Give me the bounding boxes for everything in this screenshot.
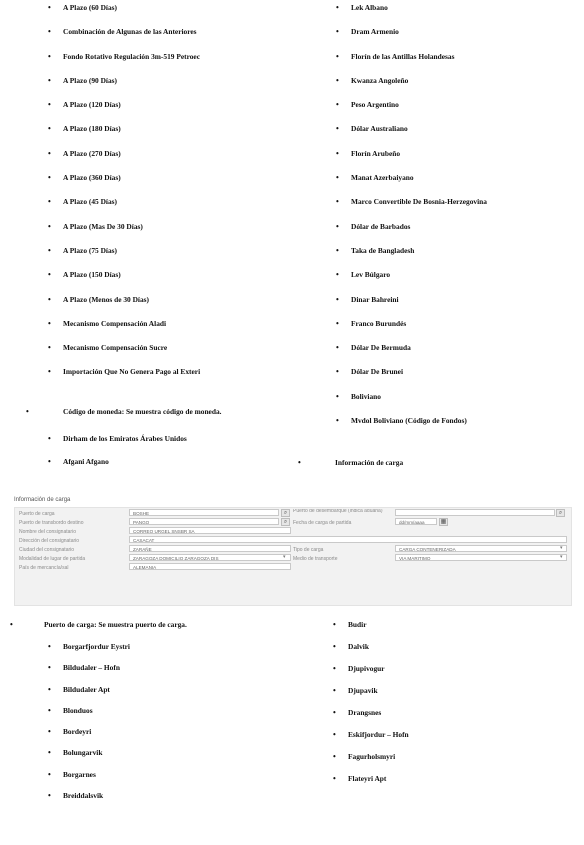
list-item bbox=[336, 221, 487, 246]
list-item-text: Lek Albano bbox=[351, 3, 388, 12]
bullet-glyph: • bbox=[333, 642, 336, 651]
list-item-text: Franco Burundés bbox=[351, 318, 407, 328]
port-of-loading-label: Puerto de carga bbox=[19, 511, 55, 517]
list-item-text: Dinar Bahreini bbox=[351, 294, 399, 304]
list-item-text: Fagurholsmyri bbox=[348, 752, 396, 761]
port-heading: • Puerto de carga: Se muestra puerto de carga. bbox=[10, 620, 187, 629]
consignee-name-input[interactable]: CORREO URGEL SNSBR SA bbox=[129, 527, 291, 534]
currency-sub-list bbox=[48, 434, 187, 481]
list-item bbox=[336, 343, 487, 367]
list-item bbox=[333, 752, 409, 774]
list-item bbox=[336, 75, 487, 100]
list-item bbox=[333, 708, 409, 730]
list-item-text: Mecanismo Compensación Aladi bbox=[63, 318, 167, 328]
list-item bbox=[48, 318, 200, 343]
bullet-glyph: • bbox=[333, 686, 336, 695]
currency-list bbox=[336, 3, 487, 440]
bullet-glyph: • bbox=[48, 367, 51, 377]
consignee-name-label: Nombre del consignatario bbox=[19, 529, 76, 535]
list-item-text: Taka de Bangladesh bbox=[351, 245, 415, 255]
form-panel bbox=[14, 507, 572, 606]
bullet-glyph: • bbox=[48, 124, 51, 134]
port-list-left bbox=[48, 642, 130, 812]
goods-country-label: País de mercancía/sal bbox=[19, 565, 69, 571]
list-item bbox=[333, 642, 409, 664]
bullet-glyph: • bbox=[48, 245, 51, 255]
bullet-glyph: • bbox=[336, 100, 339, 110]
list-item bbox=[48, 245, 200, 270]
departure-place-select[interactable]: ZARAGOZA DOMICILIO ZARAGOZA DIS bbox=[129, 554, 291, 561]
bullet-glyph: • bbox=[336, 221, 339, 231]
list-item bbox=[48, 748, 130, 769]
port-list-right bbox=[333, 620, 409, 796]
list-item bbox=[48, 294, 200, 319]
list-item-text: Bildudaler Apt bbox=[63, 684, 110, 694]
list-item-text: A Plazo (270 Días) bbox=[63, 148, 121, 158]
list-item-text: Flateyri Apt bbox=[348, 774, 387, 783]
list-item-text: A Plazo (180 Días) bbox=[63, 124, 121, 134]
bullet-glyph: • bbox=[48, 769, 51, 779]
bullet-glyph: • bbox=[48, 343, 51, 353]
list-item bbox=[336, 245, 487, 270]
bullet-glyph: • bbox=[336, 270, 339, 280]
list-item-text: Dalvik bbox=[348, 642, 369, 651]
bullet-glyph: • bbox=[48, 294, 51, 304]
bullet-glyph: • bbox=[336, 173, 339, 183]
list-item-text: Dólar Australiano bbox=[351, 124, 408, 134]
bullet-glyph: • bbox=[48, 270, 51, 280]
bullet-glyph: • bbox=[336, 124, 339, 134]
list-item bbox=[336, 3, 487, 27]
bullet-glyph: • bbox=[333, 708, 336, 717]
list-item bbox=[48, 124, 200, 148]
transshipment-port-label: Puerto de transbordo destino bbox=[19, 520, 84, 526]
list-item bbox=[48, 148, 200, 173]
bullet-glyph: • bbox=[336, 391, 339, 401]
bullet-glyph: • bbox=[48, 75, 51, 85]
list-item-text: Breiddalsvik bbox=[63, 791, 104, 801]
consignee-address-input[interactable]: CASACAT bbox=[129, 536, 567, 543]
list-item-text: Dram Armenio bbox=[351, 27, 399, 37]
list-item bbox=[48, 173, 200, 197]
cargo-info-heading: • Información de carga bbox=[298, 458, 404, 467]
list-item bbox=[48, 197, 200, 221]
list-item-text: A Plazo (360 Días) bbox=[63, 173, 121, 183]
bullet-glyph: • bbox=[48, 434, 51, 443]
list-item bbox=[48, 457, 187, 480]
bullet-glyph: • bbox=[48, 148, 51, 158]
list-item bbox=[333, 664, 409, 686]
bullet-glyph: • bbox=[48, 457, 51, 467]
bullet-glyph: • bbox=[333, 664, 336, 673]
currency-heading: • Código de moneda: Se muestra código de moneda. bbox=[26, 407, 222, 416]
list-item-text: Borgarfjordur Eystri bbox=[63, 642, 130, 651]
bullet-glyph: • bbox=[336, 148, 339, 158]
list-item bbox=[336, 197, 487, 221]
transshipment-port-input[interactable]: PANGO bbox=[129, 518, 279, 525]
list-item-text: Bordeyri bbox=[63, 727, 92, 737]
list-item bbox=[336, 416, 487, 440]
list-item-text: Combinación de Algunas de las Anteriores bbox=[63, 27, 197, 37]
list-item bbox=[333, 774, 409, 796]
port-of-loading-input[interactable]: BOSHE bbox=[129, 509, 279, 516]
list-item-text: A Plazo (75 Días) bbox=[63, 245, 117, 255]
cargo-type-label: Tipo de carga bbox=[293, 547, 324, 553]
bullet-glyph: • bbox=[333, 730, 336, 739]
bullet-glyph: • bbox=[48, 663, 51, 673]
list-item-text: A Plazo (60 Días) bbox=[63, 3, 117, 12]
port-of-loading-search-icon[interactable]: ⌕ bbox=[281, 509, 290, 517]
list-item bbox=[48, 343, 200, 367]
list-item-text: Blonduos bbox=[63, 705, 93, 715]
list-item bbox=[48, 3, 200, 27]
list-item-text: Fondo Rotativo Regulación 3m-519 Petroec bbox=[63, 51, 200, 61]
transport-mode-label: Medio de transporte bbox=[293, 556, 338, 562]
list-item-text: Peso Argentino bbox=[351, 100, 399, 110]
list-item bbox=[336, 391, 487, 416]
unloading-port-search-icon[interactable]: ⌕ bbox=[556, 509, 565, 517]
list-item-text: Mecanismo Compensación Sucre bbox=[63, 343, 168, 353]
list-item bbox=[48, 75, 200, 100]
list-item bbox=[336, 27, 487, 51]
list-item-text: Djupavik bbox=[348, 686, 378, 695]
list-item bbox=[336, 100, 487, 124]
bullet-glyph: • bbox=[333, 774, 336, 783]
bullet-glyph: • bbox=[48, 748, 51, 758]
bullet-glyph: • bbox=[336, 197, 339, 207]
bullet-glyph: • bbox=[336, 245, 339, 255]
bullet-glyph: • bbox=[48, 173, 51, 183]
list-item-text: Budir bbox=[348, 620, 367, 629]
list-item bbox=[336, 318, 487, 343]
cargo-type-select[interactable]: CARGA CONTENERIZADA bbox=[395, 545, 567, 552]
list-item bbox=[48, 51, 200, 76]
bullet-glyph: • bbox=[48, 791, 51, 801]
bullet-glyph: • bbox=[48, 221, 51, 231]
list-item-text: Dólar De Brunei bbox=[351, 367, 404, 377]
bullet-glyph: • bbox=[336, 318, 339, 328]
transshipment-port-search-icon[interactable]: ⌕ bbox=[281, 518, 290, 526]
list-item bbox=[333, 686, 409, 708]
bullet-glyph: • bbox=[48, 3, 51, 12]
bullet-glyph: • bbox=[333, 620, 336, 629]
list-item bbox=[336, 51, 487, 76]
list-item bbox=[48, 100, 200, 124]
departure-place-label: Modalidad de lugar de partida bbox=[19, 556, 86, 562]
list-item bbox=[336, 294, 487, 319]
list-item-text: Dirham de los Emiratos Árabes Unidos bbox=[63, 434, 187, 443]
bullet-glyph: • bbox=[336, 27, 339, 37]
list-item-text: Marco Convertible De Bosnia-Herzegovina bbox=[351, 197, 487, 207]
bullet-glyph: • bbox=[48, 705, 51, 715]
list-item-text: Borgarnes bbox=[63, 769, 96, 779]
departure-date-input[interactable]: dd/mm/aaaa bbox=[395, 518, 437, 525]
list-item-text: Manat Azerbaiyano bbox=[351, 173, 414, 183]
list-item bbox=[48, 367, 201, 391]
consignee-address-label: Dirección del consignatario bbox=[19, 538, 80, 544]
consignee-city-input[interactable]: ZARAÑE bbox=[129, 545, 291, 552]
bullet-glyph: • bbox=[48, 100, 51, 110]
list-item-text: Florín de las Antillas Holandesas bbox=[351, 51, 455, 61]
departure-place-dropdown-icon[interactable]: ▾ bbox=[283, 554, 286, 560]
list-item-text: Kwanza Angoleño bbox=[351, 75, 409, 85]
form-title: Información de carga bbox=[14, 497, 71, 503]
list-item bbox=[336, 270, 487, 294]
list-item bbox=[333, 620, 409, 642]
list-item-text: A Plazo (Mas De 30 Días) bbox=[63, 221, 143, 231]
list-item bbox=[48, 727, 130, 748]
payment-term-list bbox=[48, 3, 201, 392]
list-item bbox=[48, 663, 130, 684]
list-item-text: Florín Arubeño bbox=[351, 148, 401, 158]
list-item-text: Bildudaler – Hofn bbox=[63, 663, 120, 673]
bullet-glyph: • bbox=[336, 294, 339, 304]
bullet-glyph: • bbox=[48, 318, 51, 328]
bullet-glyph: • bbox=[48, 642, 51, 651]
list-item-text: Importación Que No Genera Pago al Exteri bbox=[63, 367, 201, 377]
bullet-glyph: • bbox=[336, 416, 339, 426]
list-item bbox=[336, 124, 487, 148]
list-item bbox=[336, 148, 487, 173]
unloading-port-label: Puerto de desembarque (indica aduana) bbox=[293, 509, 383, 513]
list-item-text: Bolungarvik bbox=[63, 748, 103, 758]
goods-country-select[interactable]: ALEMANIA bbox=[129, 563, 291, 570]
departure-date-label: Fecha de carga de partida bbox=[293, 520, 352, 526]
list-item-text: A Plazo (Menos de 30 Días) bbox=[63, 294, 150, 304]
bullet-glyph: • bbox=[48, 27, 51, 37]
list-item-text: Djupivogur bbox=[348, 664, 385, 673]
cargo-type-dropdown-icon[interactable]: ▾ bbox=[560, 545, 563, 551]
list-item bbox=[333, 730, 409, 752]
transport-mode-select[interactable]: VIA MARITIMO bbox=[395, 554, 567, 561]
list-item-text: Drangsnes bbox=[348, 708, 382, 717]
list-item bbox=[48, 769, 130, 791]
list-item-text: A Plazo (45 Días) bbox=[63, 197, 117, 207]
bullet-glyph: • bbox=[333, 752, 336, 761]
list-item-text: Lev Búlgaro bbox=[351, 270, 391, 280]
transport-mode-dropdown-icon[interactable]: ▾ bbox=[560, 554, 563, 560]
list-item bbox=[48, 270, 200, 294]
list-item-text: Afgani Afgano bbox=[63, 457, 109, 467]
list-item bbox=[336, 367, 487, 391]
list-item-text: Mvdol Boliviano (Código de Fondos) bbox=[351, 416, 467, 426]
cargo-info-form bbox=[14, 497, 572, 607]
list-item-text: A Plazo (120 Días) bbox=[63, 100, 121, 110]
bullet-glyph: • bbox=[336, 75, 339, 85]
list-item bbox=[48, 434, 187, 457]
bullet-glyph: • bbox=[48, 684, 51, 694]
calendar-icon[interactable]: ▦ bbox=[440, 519, 447, 525]
list-item bbox=[48, 642, 130, 663]
bullet-glyph: • bbox=[336, 3, 339, 12]
list-item-text: Dólar De Bermuda bbox=[351, 343, 411, 353]
list-item bbox=[48, 221, 200, 246]
list-item-text: A Plazo (150 Días) bbox=[63, 270, 121, 280]
bullet-glyph: • bbox=[48, 197, 51, 207]
list-item-text: A Plazo (90 Días) bbox=[63, 75, 117, 85]
list-item-text: Dólar de Barbados bbox=[351, 221, 411, 231]
list-item-text: Boliviano bbox=[351, 391, 381, 401]
list-item bbox=[48, 27, 200, 51]
list-item bbox=[48, 705, 130, 727]
list-item-text: Eskifjordur – Hofn bbox=[348, 730, 409, 739]
bullet-glyph: • bbox=[336, 343, 339, 353]
list-item bbox=[336, 173, 487, 197]
unloading-port-input[interactable] bbox=[395, 509, 555, 516]
list-item bbox=[48, 791, 130, 812]
bullet-glyph: • bbox=[48, 51, 51, 61]
bullet-glyph: • bbox=[48, 727, 51, 737]
list-item bbox=[48, 684, 130, 706]
bullet-glyph: • bbox=[336, 367, 339, 377]
consignee-city-label: Ciudad del consignatario bbox=[19, 547, 75, 553]
bullet-glyph: • bbox=[336, 51, 339, 61]
